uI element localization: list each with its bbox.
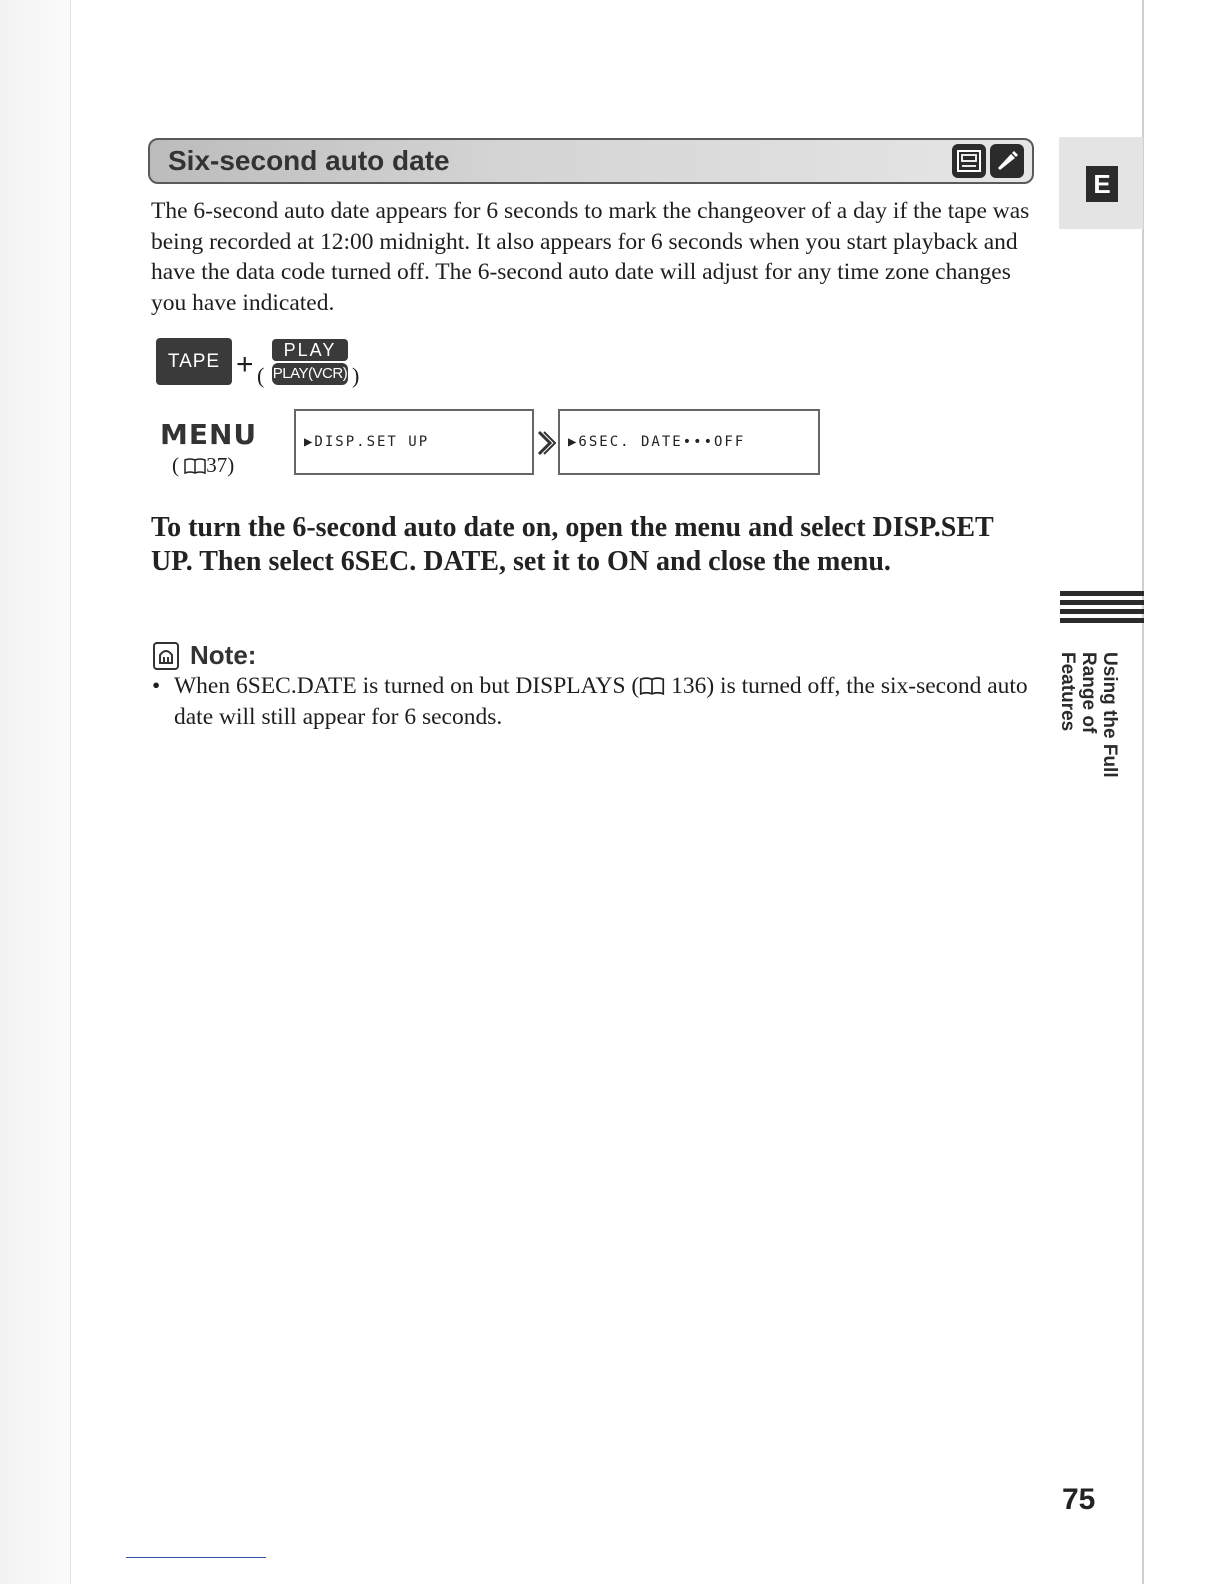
note-item-text-after: 136) is turned off, the six-second auto date will still appear for 6 seconds. — [174, 673, 1028, 730]
menu-page-reference — [172, 453, 234, 478]
note-heading — [152, 640, 256, 671]
page-edge — [1142, 0, 1144, 1584]
footer-rule — [126, 1557, 266, 1558]
intro-paragraph: The 6-second auto date appears for 6 seconds to mark the changeover of a day if the tape was being recorded at 12:00 midnight. It also appears for 6 seconds when you start playback and have the data code turned off. The 6-second auto date will adjust for any time zone changes you have indicated. — [151, 198, 1030, 316]
play-vcr-key: PLAY(VCR) — [272, 363, 348, 385]
menu-label: MENU — [160, 418, 258, 451]
note-heading-text: Note: — [190, 640, 257, 670]
book-icon — [639, 677, 665, 695]
plus-sign: + — [236, 348, 254, 381]
note-list-item — [152, 671, 1032, 733]
menu-screen-6sec-date: ▶6SEC. DATE•••OFF — [558, 409, 820, 475]
instruction-heading: To turn the 6-second auto date on, open the menu and select DISP.SET UP. Then select 6SEC. DATE, set it to ON and close the menu. — [151, 512, 994, 577]
section-title-bar — [148, 138, 1034, 184]
next-step-arrow-icon — [536, 430, 556, 456]
note-icon — [152, 641, 180, 671]
menu-screen-disp-setup: ▶DISP.SET UP — [294, 409, 534, 475]
play-key: PLAY — [272, 339, 348, 361]
paren-open: ( — [257, 363, 265, 388]
menu-ref-open: ( — [172, 453, 179, 477]
note-item-text — [174, 671, 1032, 733]
chapter-marker-lines — [1060, 591, 1144, 627]
paren-close: ) — [352, 363, 360, 388]
menu-ref-page: 37) — [206, 453, 235, 477]
section-title: Six-second auto date — [168, 145, 450, 176]
page-number: 75 — [1062, 1483, 1096, 1516]
page-gutter — [0, 0, 71, 1584]
book-icon — [184, 458, 206, 474]
tape-mode-key: TAPE — [156, 338, 232, 385]
tape-cassette-icon — [952, 144, 986, 178]
chapter-side-label: Using the Full Range of Features — [1057, 652, 1120, 778]
mode-icons — [952, 144, 1024, 178]
language-tab — [1059, 137, 1143, 229]
pen-icon — [990, 144, 1024, 178]
language-tab-letter: E — [1086, 166, 1118, 202]
note-item-text-before: When 6SEC.DATE is turned on but DISPLAYS ( — [174, 673, 640, 699]
note-bullet: • — [152, 673, 161, 699]
